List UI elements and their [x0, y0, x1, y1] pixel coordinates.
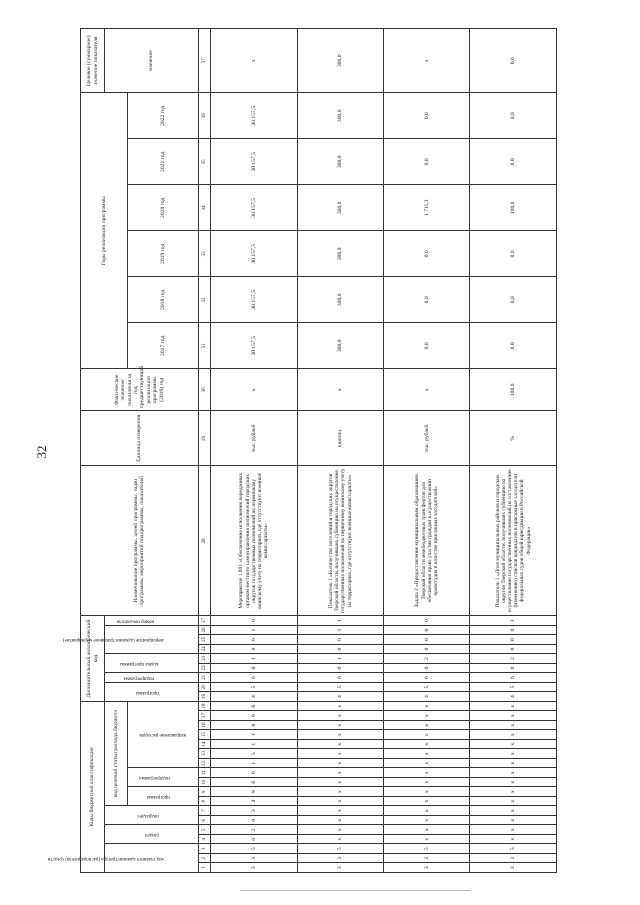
analytic-program-header-text: программа — [135, 689, 159, 695]
code-cell: 4 — [211, 692, 297, 702]
code-cell: 0 — [470, 635, 557, 645]
code-cell: х — [297, 825, 383, 835]
page-number: 32 — [34, 445, 49, 459]
year-value-cell: 1 711,3 — [384, 185, 470, 231]
code-cell: х — [470, 816, 557, 826]
code-cell: х — [297, 806, 383, 816]
code-cell: х — [297, 816, 383, 826]
code-cell: 1 — [211, 625, 297, 635]
column-number: 19 — [198, 692, 210, 702]
column-number: 13 — [198, 749, 210, 759]
code-cell: 4 — [470, 692, 557, 702]
code-cell: 0 — [211, 835, 297, 845]
target-value-cell: 0,0 — [470, 29, 557, 93]
code-cell: 0 — [297, 644, 383, 654]
year-value-cell: 30 157,5 — [211, 185, 297, 231]
target-value-cell: х — [384, 29, 470, 93]
code-cell: 0 — [297, 663, 383, 673]
code-cell: х — [384, 787, 470, 797]
code-cell: 0 — [384, 644, 470, 654]
code-cell: х — [470, 711, 557, 721]
direction-code-header-text: направление расходов — [139, 732, 187, 738]
code-cell: х — [297, 768, 383, 778]
code-cell: 6 — [211, 778, 297, 788]
rotated-table-container — [47, 30, 557, 873]
column-number: 23 — [198, 654, 210, 664]
code-cell: х — [297, 730, 383, 740]
code-cell: 0 — [470, 644, 557, 654]
code-cell: х — [384, 797, 470, 807]
subprogram-code-header-text: подпрограмма — [139, 775, 170, 781]
razdel-header-text: раздел — [144, 832, 159, 838]
column-number: 20 — [198, 682, 210, 692]
fact-value-header: Фактическое значение показателя за год, предшествующий реализации программы (2016) год — [81, 369, 199, 411]
year-value-cell: 30 157,5 — [211, 139, 297, 185]
year-value-cell: 0,0 — [470, 139, 557, 185]
column-number: 24 — [198, 644, 210, 654]
code-cell: х — [470, 759, 557, 769]
code-cell: 3 — [470, 863, 557, 873]
direction-code-header — [127, 701, 198, 768]
year-value-cell: 300,0 — [297, 185, 383, 231]
code-cell: 1 — [211, 740, 297, 750]
code-cell: х — [297, 759, 383, 769]
code-cell: 0 — [384, 663, 470, 673]
year-header: 2020 год — [127, 185, 198, 231]
column-number: 28 — [198, 466, 210, 616]
code-cell: 0 — [384, 616, 470, 626]
year-value-cell: 0,0 — [470, 277, 557, 323]
code-cell: 1 — [297, 625, 383, 635]
year-value-cell: 30 157,5 — [211, 277, 297, 323]
code-cell: х — [384, 721, 470, 731]
code-cell: х — [384, 740, 470, 750]
code-cell: х — [384, 825, 470, 835]
year-value-cell: 300,0 — [297, 231, 383, 277]
unit-cell: тыс. рублей — [211, 411, 297, 466]
code-cell: х — [470, 778, 557, 788]
code-cell: 5 — [297, 844, 383, 854]
fact-value-cell: х — [384, 369, 470, 411]
code-cell: 3 — [384, 854, 470, 864]
code-cell: х — [470, 730, 557, 740]
column-number: 3 — [198, 844, 210, 854]
code-cell: х — [297, 711, 383, 721]
year-value-cell: 0,0 — [384, 139, 470, 185]
code-cell: 5 — [211, 749, 297, 759]
code-cell: х — [297, 787, 383, 797]
fact-value-cell: х — [297, 369, 383, 411]
unit-cell: единиц — [297, 411, 383, 466]
year-value-cell: 0,0 — [384, 323, 470, 369]
code-cell: 6 — [211, 673, 297, 683]
target-value-cell: х — [211, 29, 297, 93]
code-cell: 0 — [211, 768, 297, 778]
code-cell: х — [384, 768, 470, 778]
podrazdel-header-text: подраздел — [137, 813, 159, 819]
year-value-cell: 0,0 — [470, 231, 557, 277]
code-cell: х — [297, 778, 383, 788]
code-cell: х — [470, 787, 557, 797]
column-number: 6 — [198, 816, 210, 826]
code-cell: 2 — [384, 654, 470, 664]
code-cell: 6 — [297, 673, 383, 683]
code-cell: 4 — [211, 797, 297, 807]
code-cell: х — [384, 759, 470, 769]
indicator-number-header — [105, 616, 199, 626]
year-value-cell: 0,0 — [384, 231, 470, 277]
column-number: 16 — [198, 721, 210, 731]
target-value-cell: 300,0 — [297, 29, 383, 93]
analytic-event-header-text: мероприятие (административное мероприятие) — [62, 637, 164, 643]
code-cell: 1 — [297, 654, 383, 664]
column-number: 33 — [198, 231, 210, 277]
code-cell: 0 — [470, 663, 557, 673]
column-number: 29 — [198, 411, 210, 466]
column-number: 37 — [198, 29, 210, 93]
year-value-cell: 30 157,5 — [211, 231, 297, 277]
unit-cell: % — [470, 411, 557, 466]
code-cell: 3 — [211, 854, 297, 864]
code-cell: 0 — [211, 644, 297, 654]
analytic-program-header — [105, 682, 199, 701]
razdel-header — [105, 825, 199, 844]
code-cell: х — [297, 749, 383, 759]
code-cell: х — [470, 835, 557, 845]
column-number: 31 — [198, 323, 210, 369]
column-number: 30 — [198, 369, 210, 411]
code-cell: 0 — [384, 625, 470, 635]
code-cell: 3 — [297, 863, 383, 873]
analytic-task-header — [105, 654, 199, 673]
code-cell: 1 — [211, 654, 297, 664]
column-number: 10 — [198, 778, 210, 788]
target-group-header: Целевое (суммарное) значение показателя — [81, 29, 105, 93]
column-number: 4 — [198, 835, 210, 845]
analytic-code-header: Дополнительный аналитический код — [81, 616, 105, 702]
code-cell: х — [297, 721, 383, 731]
indicator-number-header-text: номер показателя — [116, 618, 154, 624]
code-cell: 5 — [470, 682, 557, 692]
code-cell: 1 — [470, 616, 557, 626]
program-code-header-text: программа — [146, 794, 170, 800]
column-number: 26 — [198, 625, 210, 635]
column-number: 12 — [198, 759, 210, 769]
footer-rule — [240, 890, 470, 891]
code-cell: 9 — [211, 787, 297, 797]
year-value-cell: 0,0 — [384, 93, 470, 139]
analytic-event-header — [62, 625, 199, 654]
code-cell: 3 — [211, 806, 297, 816]
row-name-cell: Задача 2 «Предоставление муниципальным образованиям Тверской области межбюджетных трансфертов для обеспечения права участия граждан в осуществлении правосудия в качестве присяжных заседателей» — [384, 466, 470, 616]
code-cell: 5 — [297, 682, 383, 692]
analytic-subprogram-header-text: подпрограмма — [123, 675, 154, 681]
year-header: 2018 год — [127, 277, 198, 323]
code-cell: 5 — [470, 844, 557, 854]
row-name-cell: Показатель 1 «Количество поселений и городских округов Тверской области, получивших субвенцию на осуществление государственных полномочий по первичному воинскому учету на территориях, где отсутствуют военные комиссариаты» — [297, 466, 383, 616]
table-row — [211, 29, 297, 873]
subprogram-code-header — [127, 768, 198, 787]
code-cell: 2 — [470, 654, 557, 664]
unit-cell: тыс. рублей — [384, 411, 470, 466]
unit-column-header: Единица измерения — [81, 411, 199, 466]
code-cell: 0 — [211, 701, 297, 711]
code-cell: х — [470, 806, 557, 816]
year-value-cell: 30 157,5 — [211, 323, 297, 369]
name-column-header: Наименование программы, целей программы, задач программы, мероприятий подпрограммы, показателей — [81, 466, 199, 616]
fact-value-cell: х — [211, 369, 297, 411]
code-cell: 4 — [297, 692, 383, 702]
code-cell: х — [384, 711, 470, 721]
code-cell: 3 — [470, 854, 557, 864]
column-number: 25 — [198, 635, 210, 645]
years-group-header: Годы реализации программы — [81, 93, 128, 369]
column-number: 22 — [198, 663, 210, 673]
code-cell: х — [470, 740, 557, 750]
code-cell: 1 — [211, 759, 297, 769]
year-value-cell: 300,0 — [297, 93, 383, 139]
code-cell: х — [470, 749, 557, 759]
table-row — [297, 29, 383, 873]
column-number: 2 — [198, 854, 210, 864]
code-cell: 6 — [470, 673, 557, 683]
column-number: 34 — [198, 185, 210, 231]
code-cell: 3 — [211, 863, 297, 873]
table-row — [384, 29, 470, 873]
year-value-cell: 100,0 — [470, 185, 557, 231]
admin-code-header-text: код главного администратора (распорядителя) средств — [47, 856, 164, 862]
code-cell: 5 — [211, 844, 297, 854]
code-cell: х — [470, 825, 557, 835]
year-value-cell: 0,0 — [470, 93, 557, 139]
year-header: 2021 год — [127, 139, 198, 185]
code-cell: х — [470, 721, 557, 731]
code-cell: х — [297, 835, 383, 845]
year-value-cell: 30 157,5 — [211, 93, 297, 139]
code-cell: х — [384, 835, 470, 845]
code-cell: 0 — [211, 635, 297, 645]
year-value-cell: 300,0 — [297, 323, 383, 369]
program-code-header — [127, 787, 198, 806]
year-value-cell: 300,0 — [297, 139, 383, 185]
code-cell: 4 — [384, 692, 470, 702]
column-number: 17 — [198, 711, 210, 721]
code-cell: 2 — [211, 825, 297, 835]
code-cell: 5 — [211, 682, 297, 692]
column-number: 5 — [198, 825, 210, 835]
code-cell: х — [297, 701, 383, 711]
code-cell: 0 — [211, 663, 297, 673]
code-cell: х — [297, 797, 383, 807]
table-row — [470, 29, 557, 873]
column-number: 35 — [198, 139, 210, 185]
fact-value-cell: 100,0 — [470, 369, 557, 411]
code-cell: 0 — [211, 711, 297, 721]
row-name-cell: Показатель 1 «Доля муниципальных районов и городских округов Тверской области, получивших субвенцию на осуществление государственных полномочий по составлению (изменению) списков кандидатов в присяжные заседатели федеральных судов общей юрисдикции в Российской Федерации» — [470, 466, 557, 616]
code-cell: х — [384, 816, 470, 826]
code-cell: 3 — [384, 863, 470, 873]
code-cell: х — [384, 701, 470, 711]
column-number: 32 — [198, 277, 210, 323]
year-header: 2017 год — [127, 323, 198, 369]
code-cell: х — [384, 806, 470, 816]
code-cell: х — [384, 778, 470, 788]
column-number: 1 — [198, 863, 210, 873]
column-number: 8 — [198, 797, 210, 807]
code-cell: х — [470, 797, 557, 807]
code-cell: х — [470, 768, 557, 778]
code-cell: 0 — [211, 616, 297, 626]
code-cell: 8 — [211, 721, 297, 731]
code-cell: 0 — [470, 625, 557, 635]
year-value-cell: 0,0 — [384, 277, 470, 323]
expense-article-header: код целевой статьи расхода бюджета — [105, 701, 127, 806]
column-number: 15 — [198, 730, 210, 740]
row-name-cell: Мероприятие 1.001 «Обеспечение исполнения переданных органам местного самоуправления полномочий городских округов государственных полномочий по первичному воинскому учету на территориях, где отсутствуют военные комиссариаты» — [211, 466, 297, 616]
column-number: 21 — [198, 673, 210, 683]
year-value-cell: 0,0 — [470, 323, 557, 369]
code-cell: 1 — [297, 616, 383, 626]
column-number: 27 — [198, 616, 210, 626]
podrazdel-header — [105, 806, 199, 825]
analytic-task-header-text: задача программы — [119, 661, 159, 667]
column-number: 36 — [198, 93, 210, 139]
code-cell: 5 — [384, 682, 470, 692]
code-cell: 0 — [211, 816, 297, 826]
code-cell: 3 — [297, 854, 383, 864]
year-header: 2019 год — [127, 231, 198, 277]
code-cell: 0 — [297, 635, 383, 645]
code-cell: 0 — [384, 635, 470, 645]
column-number: 11 — [198, 768, 210, 778]
year-value-cell: 300,0 — [297, 277, 383, 323]
target-value-header: значение — [105, 29, 199, 93]
column-number: 18 — [198, 701, 210, 711]
codes-group-header: Коды бюджетной классификации — [81, 701, 105, 872]
program-indicators-table — [47, 28, 557, 873]
code-cell: 6 — [384, 673, 470, 683]
code-cell: х — [297, 740, 383, 750]
column-number: 14 — [198, 740, 210, 750]
code-cell: х — [384, 730, 470, 740]
code-cell: х — [470, 701, 557, 711]
code-cell: 5 — [384, 844, 470, 854]
admin-code-header — [47, 844, 199, 873]
column-number: 7 — [198, 806, 210, 816]
code-cell: х — [384, 749, 470, 759]
code-cell: 1 — [211, 730, 297, 740]
year-header: 2022 год — [127, 93, 198, 139]
analytic-subprogram-header — [105, 673, 199, 683]
column-number: 9 — [198, 787, 210, 797]
